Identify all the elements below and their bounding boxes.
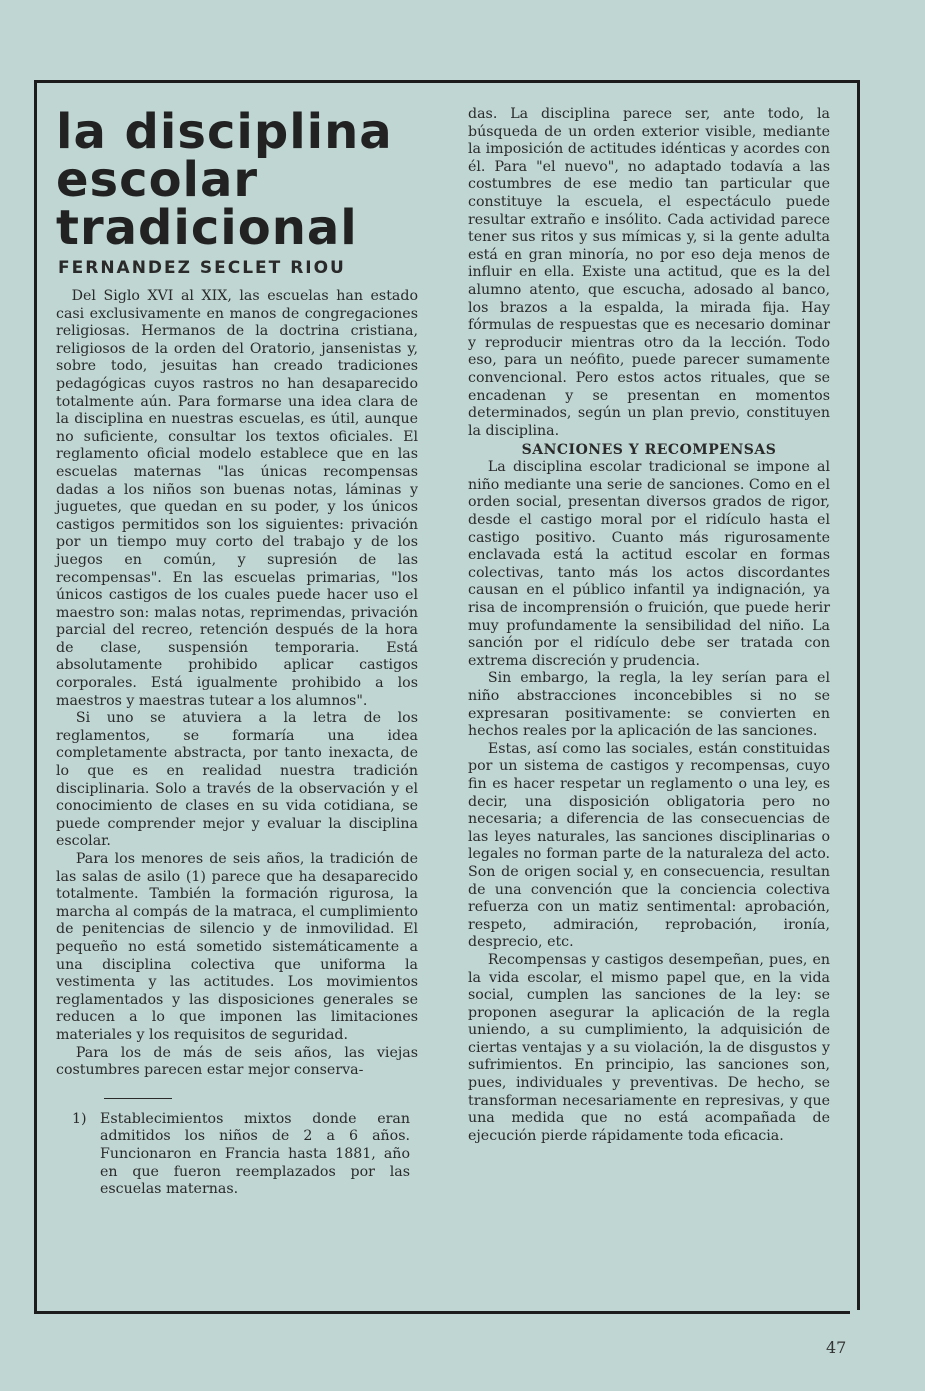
footnote-divider (104, 1098, 172, 1099)
body-paragraph: Para los menores de seis años, la tradición de las salas de asilo (1) parece que ha desaparecido totalmente. También la formación rigurosa, la marcha al compás de la matraca, el cumplimiento de penitencias de silencio y de inmovilidad. El pequeño no está sometido sistemáticamente a una disciplina colectiva que uniforma la vestimenta y las actitudes. Los movimientos reglamentados y las disposiciones generales se reducen a lo que imponen las limitaciones materiales y los requisitos de seguridad. (56, 851, 418, 1043)
page-number: 47 (826, 1338, 847, 1357)
author-byline: FERNANDEZ SECLET RIOU (58, 258, 346, 278)
frame-right-rule (857, 80, 860, 1310)
title-line: tradicional (56, 200, 358, 256)
body-paragraph: La disciplina escolar tradicional se impone al niño mediante una serie de sanciones. Como en el orden social, presentan diversos grados de rigor, desde el castigo moral por el ridículo hasta el castigo positivo. Cuanto más rigurosamente enclavada está la actitud escolar en formas colectivas, tanto más los actos discordantes causan en el público infantil ya indignación, ya risa de incomprensión o fruición, que puede herir muy profundamente la sensibilidad del niño. La sanción por el ridículo debe ser tratada con extrema discreción y prudencia. (468, 459, 830, 669)
body-paragraph: Para los de más de seis años, las viejas costumbres parecen estar mejor conserva- (56, 1044, 418, 1079)
body-paragraph: Del Siglo XVI al XIX, las escuelas han estado casi exclusivamente en manos de congregaciones religiosas. Hermanos de la doctrina cristiana, religiosos de la orden del Oratorio, jansenistas y, sobre todo, jesuitas han creado tradiciones pedagógicas cuyos rastros no han desaparecido totalmente aún. Para formarse una idea clara de la disciplina en nuestras escuelas, es útil, aunque no suficiente, consultar los textos oficiales. El reglamento oficial modelo establece que en las escuelas maternas "las únicas recompensas dadas a los niños son buenas notas, láminas y juguetes, que quedan en su poder, y los únicos castigos permitidos son los siguientes: privación por un tiempo muy corto del trabajo y de los juegos en común, y supresión de las recompensas". En las escuelas primarias, "los únicos castigos de los cuales puede hacer uso el maestro son: malas notas, reprimendas, privación parcial del recreo, retención después de la hora de clase, suspensión temporaria. Está absolutamente prohibido aplicar castigos corporales. Está igualmente prohibido a los maestros y maestras tutear a los alumnos". (56, 288, 418, 709)
title-line: la disciplina (56, 104, 393, 160)
article-title (56, 104, 418, 256)
body-paragraph: Recompensas y castigos desempeñan, pues, en la vida escolar, el mismo papel que, en la vida social, cumplen las sanciones de la ley: se proponen asegurar la aplicación de la regla uniendo, a su cumplimiento, la adquisición de ciertas ventajas y a su violación, la de disgustos y sufrimientos. En principio, las sanciones son, pues, individuales y preventivas. De hecho, se transforman necesariamente en represivas, y que una medida que no está acompañada de ejecución pierde rápidamente toda eficacia. (468, 951, 830, 1144)
frame-top-rule (34, 80, 860, 83)
body-paragraph: Sin embargo, la regla, la ley serían para el niño abstracciones inconcebibles si no se expresaran positivamente: se convierten en hechos reales por la aplicación de las sanciones. (468, 670, 830, 740)
footnote (56, 1111, 418, 1199)
right-column (468, 106, 830, 1145)
left-column (56, 104, 418, 1199)
title-line: escolar (56, 152, 259, 208)
body-paragraph: Estas, así como las sociales, están constituidas por un sistema de castigos y recompensas, cuyo fin es hacer respetar un reglamento o una ley, es decir, una disposición obligatoria pero no necesaria; a diferencia de las consecuencias de las leyes naturales, las sanciones disciplinarias o legales no forman parte de la naturaleza del acto. Son de origen social y, en consecuencia, resultan de una convención que la conciencia colectiva refuerza con un matiz sentimental: aprobación, respeto, admiración, reprobación, ironía, desprecio, etc. (468, 740, 830, 951)
footnote-text: Establecimientos mixtos donde eran admitidos los niños de 2 a 6 años. Funcionaron en Francia hasta 1881, año en que fueron reemplazados por las escuelas maternas. (100, 1110, 410, 1198)
body-paragraph: das. La disciplina parece ser, ante todo, la búsqueda de un orden exterior visible, mediante la imposición de actitudes idénticas y acordes con él. Para "el nuevo", no adaptado todavía a las costumbres de ese medio tan particular que constituye la escuela, el espectáculo puede resultar extraño e insólito. Cada actividad parece tener sus ritos y sus mímicas y, si la gente adulta está en gran minoría, no por eso deja menos de influir en ella. Existe una actitud, que es la del alumno atento, que escucha, adosado al banco, los brazos a la espalda, la mirada fija. Hay fórmulas de respuestas que es necesario dominar y reproducir mientras otro da la lección. Todo eso, para un neófito, puede parecer sumamente convencional. Pero estos actos rituales, que se encadenan y se presentan en momentos determinados, según un plan previo, constituyen la disciplina. (468, 106, 830, 439)
frame-bottom-rule (34, 1311, 850, 1314)
section-heading: SANCIONES Y RECOMPENSAS (521, 442, 777, 459)
footnote-mark: 1) (72, 1110, 87, 1127)
frame-left-rule (34, 80, 37, 1314)
body-paragraph: Si uno se atuviera a la letra de los reglamentos, se formaría una idea completamente abstracta, por tanto inexacta, de lo que es en realidad nuestra tradición disciplinaria. Solo a través de la observación y el conocimiento de clases en su vida cotidiana, se puede comprender mejor y evaluar la disciplina escolar. (56, 710, 418, 850)
